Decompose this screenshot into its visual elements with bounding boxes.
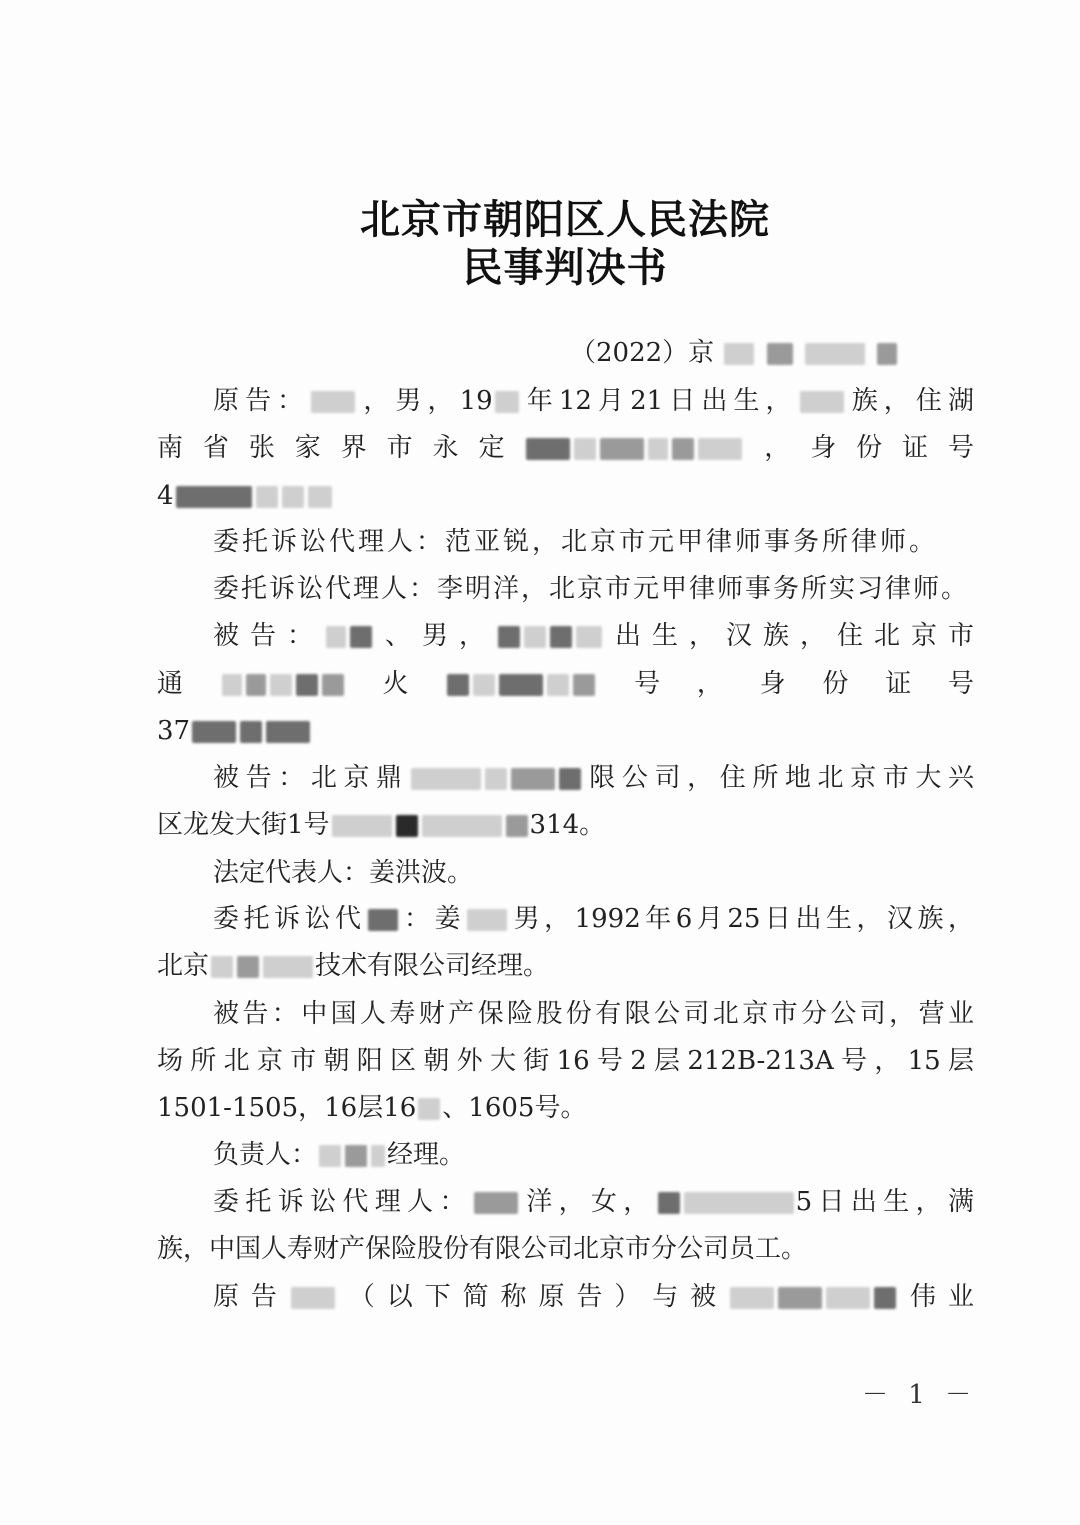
redaction-block bbox=[730, 1287, 774, 1309]
text-segment: （以下简称原告）与被 bbox=[336, 1282, 729, 1312]
redaction-block bbox=[877, 343, 897, 365]
redaction-block bbox=[176, 486, 252, 508]
text-segment: 37 bbox=[157, 716, 191, 746]
redaction-block bbox=[332, 815, 392, 837]
redaction-block bbox=[266, 721, 310, 743]
court-title: 北京市朝阳区人民法院 bbox=[360, 196, 770, 243]
redaction-block bbox=[648, 438, 668, 460]
redaction-block bbox=[506, 815, 528, 837]
plaintiff-id-number bbox=[157, 481, 334, 511]
redaction-block bbox=[874, 1287, 896, 1309]
text-segment: 号，身份证号 bbox=[597, 669, 974, 699]
redaction-block bbox=[467, 909, 507, 931]
redaction-block bbox=[237, 956, 259, 978]
plaintiff-agent-1: 委托诉讼代理人：范亚锐，北京市元甲律师事务所律师。 bbox=[213, 527, 939, 557]
redaction-block bbox=[495, 391, 519, 413]
redaction-block bbox=[322, 674, 344, 696]
redaction-block bbox=[326, 626, 346, 648]
redaction-block bbox=[684, 1192, 794, 1214]
redaction-block bbox=[291, 1287, 335, 1309]
text-segment: 经理。 bbox=[387, 1140, 466, 1170]
defendant-2-line-1 bbox=[157, 763, 974, 793]
text-segment: （2022）京 bbox=[570, 338, 715, 368]
redaction-block bbox=[800, 391, 844, 413]
plaintiff-line-2 bbox=[157, 433, 974, 463]
text-segment: 原告： bbox=[213, 386, 310, 416]
case-number bbox=[570, 338, 899, 368]
text-segment: ，身份证号 bbox=[744, 433, 974, 463]
defendant-3-line-2: 场所北京市朝阳区朝外大街16号2层212B-213A号，15层 bbox=[157, 1046, 974, 1076]
redaction-block bbox=[282, 486, 304, 508]
redaction-block bbox=[550, 626, 572, 648]
text-segment: ：姜 bbox=[399, 904, 466, 934]
plaintiff-agent-2: 委托诉讼代理人：李明洋，北京市元甲律师事务所实习律师。 bbox=[213, 574, 970, 604]
redaction-block bbox=[308, 486, 332, 508]
redaction-block bbox=[411, 768, 481, 790]
text-segment: 314。 bbox=[529, 810, 606, 840]
redaction-block bbox=[447, 674, 469, 696]
text-segment: 通 bbox=[157, 669, 220, 699]
redaction-block bbox=[311, 391, 355, 413]
redaction-block bbox=[345, 1145, 367, 1167]
redaction-block bbox=[498, 626, 520, 648]
text-segment: 原告 bbox=[213, 1282, 289, 1312]
plaintiff-line-1 bbox=[157, 386, 974, 416]
text-segment: 被告：北京鼎 bbox=[213, 763, 409, 793]
redaction-block bbox=[805, 343, 865, 365]
redaction-block bbox=[672, 438, 694, 460]
text-segment: 伟业 bbox=[898, 1282, 974, 1312]
redaction-block bbox=[222, 674, 242, 696]
document-type-title: 民事判决书 bbox=[462, 244, 668, 291]
defendant-3-agent-line-2: 族，中国人寿财产保险股份有限公司北京市分公司员工。 bbox=[157, 1234, 808, 1264]
text-segment: 南省张家界市永定 bbox=[157, 433, 525, 463]
text-segment: 4 bbox=[157, 481, 174, 511]
redaction-block bbox=[724, 343, 754, 365]
redaction-block bbox=[778, 1287, 822, 1309]
defendant-1-line-1 bbox=[157, 621, 974, 651]
text-segment: 区龙发大街1号 bbox=[157, 810, 330, 840]
text-segment: 出生，汉族，住北京市 bbox=[604, 621, 974, 651]
redaction-block bbox=[263, 956, 313, 978]
defendant-3-line-1 bbox=[157, 999, 974, 1029]
text-segment: 负责人： bbox=[213, 1140, 318, 1170]
redaction-block bbox=[319, 1145, 341, 1167]
text-segment: 北京 bbox=[157, 951, 210, 981]
text-segment: 被告： bbox=[213, 621, 324, 651]
redaction-block bbox=[826, 1287, 870, 1309]
text-segment: 委托诉讼代理人： bbox=[213, 1187, 472, 1217]
redaction-block bbox=[422, 815, 502, 837]
defendant-2-agent-line-1 bbox=[157, 904, 974, 934]
defendant-2-line-2 bbox=[157, 810, 605, 840]
redaction-block bbox=[418, 1098, 440, 1120]
redaction-block bbox=[526, 438, 570, 460]
redaction-block bbox=[396, 815, 418, 837]
redaction-block bbox=[473, 674, 495, 696]
redaction-block bbox=[576, 626, 602, 648]
text-segment: 被告：中国人寿财产保险股份有限公司北京市分公司，营业 bbox=[213, 999, 974, 1029]
redaction-block bbox=[485, 768, 507, 790]
redaction-block bbox=[474, 1192, 518, 1214]
text-segment: 族，住湖 bbox=[845, 386, 974, 416]
redaction-block bbox=[246, 674, 266, 696]
redaction-block bbox=[192, 721, 236, 743]
redaction-block bbox=[573, 674, 595, 696]
defendant-3-agent-line-1 bbox=[157, 1187, 974, 1217]
text-segment: 年12月21日出生， bbox=[520, 386, 798, 416]
redaction-block bbox=[600, 438, 644, 460]
defendant-1-line-2 bbox=[157, 669, 974, 699]
redaction-block bbox=[658, 1192, 680, 1214]
text-segment: 技术有限公司经理。 bbox=[315, 951, 550, 981]
redaction-block bbox=[296, 674, 318, 696]
text-segment: 1501-1505，16层16 bbox=[157, 1093, 417, 1123]
redaction-block bbox=[524, 626, 546, 648]
legal-representative: 法定代表人：姜洪波。 bbox=[213, 858, 474, 888]
redaction-block bbox=[211, 956, 233, 978]
text-segment: 、1605号。 bbox=[442, 1093, 587, 1123]
page-number: － 1 － bbox=[862, 1380, 978, 1410]
redaction-block bbox=[368, 909, 398, 931]
text-segment: 洋，女， bbox=[519, 1187, 656, 1217]
redaction-block bbox=[547, 674, 569, 696]
redaction-block bbox=[574, 438, 596, 460]
case-summary-line-1 bbox=[157, 1282, 974, 1312]
person-in-charge bbox=[213, 1140, 465, 1170]
text-segment: 火 bbox=[345, 669, 446, 699]
redaction-block bbox=[240, 721, 262, 743]
text-segment: 委托诉讼代 bbox=[213, 904, 366, 934]
text-segment: 男，1992年6月25日出生，汉族， bbox=[509, 904, 974, 934]
redaction-block bbox=[270, 674, 292, 696]
redaction-block bbox=[350, 626, 372, 648]
text-segment: ，男，19 bbox=[357, 386, 493, 416]
redaction-block bbox=[256, 486, 278, 508]
text-segment: 限公司，住所地北京市大兴 bbox=[582, 763, 974, 793]
text-segment: 5日出生，满 bbox=[795, 1187, 974, 1217]
defendant-3-line-3 bbox=[157, 1093, 586, 1123]
defendant-2-agent-line-2 bbox=[157, 951, 549, 981]
redaction-block bbox=[371, 1145, 385, 1167]
redaction-block bbox=[511, 768, 555, 790]
redaction-block bbox=[698, 438, 742, 460]
redaction-block bbox=[499, 674, 543, 696]
text-segment: 、男， bbox=[374, 621, 496, 651]
redaction-block bbox=[767, 343, 793, 365]
defendant-1-id-number bbox=[157, 716, 312, 746]
redaction-block bbox=[559, 768, 581, 790]
